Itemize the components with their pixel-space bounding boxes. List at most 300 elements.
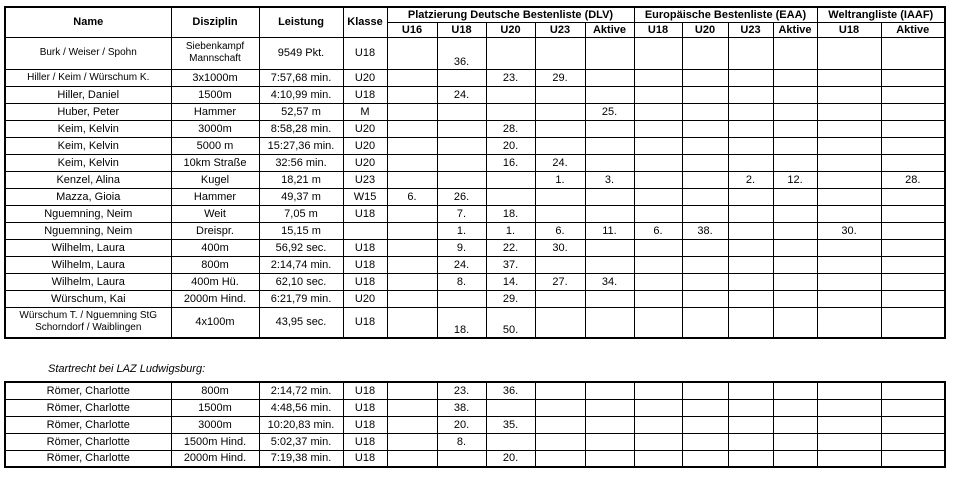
cell-disziplin: 2000m Hind. [171,450,259,467]
table-row [5,399,945,416]
cell-rank-dlv-u23: 30. [535,239,585,256]
cell-rank-dlv-u16 [387,69,437,86]
cell-rank-eaa-u20 [682,416,728,433]
cell-rank-eaa-u20 [682,382,728,399]
cell-rank-dlv-u16 [387,154,437,171]
cell-rank-dlv-u18: 20. [437,416,486,433]
cell-disziplin: 1500m [171,399,259,416]
cell-rank-iaaf-u18 [817,307,881,338]
cell-name: Römer, Charlotte [5,382,171,399]
cell-rank-eaa-u23 [728,86,773,103]
cell-name: Wilhelm, Laura [5,273,171,290]
cell-rank-iaaf-u18 [817,120,881,137]
cell-rank-dlv-u16: 6. [387,188,437,205]
cell-rank-dlv-u20 [486,188,535,205]
col-header-klasse: Klasse [343,7,387,37]
cell-rank-eaa-aktive [773,239,817,256]
cell-rank-iaaf-aktive [881,222,945,239]
cell-rank-dlv-aktive [585,239,634,256]
cell-klasse: U18 [343,273,387,290]
cell-rank-dlv-u16 [387,399,437,416]
cell-rank-eaa-u20 [682,239,728,256]
cell-rank-dlv-u18: 38. [437,399,486,416]
cell-rank-dlv-u18: 9. [437,239,486,256]
cell-klasse [343,222,387,239]
cell-disziplin: 5000 m [171,137,259,154]
cell-rank-iaaf-aktive [881,188,945,205]
cell-rank-dlv-u20 [486,37,535,69]
cell-rank-eaa-u20 [682,307,728,338]
table-row [5,416,945,433]
cell-rank-iaaf-aktive [881,69,945,86]
cell-disziplin: 3x1000m [171,69,259,86]
cell-rank-dlv-u18: 8. [437,273,486,290]
cell-rank-eaa-u23: 2. [728,171,773,188]
cell-disziplin: Hammer [171,188,259,205]
table-row [5,103,945,120]
cell-klasse: U18 [343,256,387,273]
cell-rank-eaa-u18 [634,239,682,256]
cell-rank-eaa-u18 [634,154,682,171]
rankings-table [4,6,946,339]
cell-disziplin: 4x100m [171,307,259,338]
startrecht-body [5,382,945,467]
cell-rank-dlv-u18: 24. [437,256,486,273]
cell-rank-dlv-aktive [585,399,634,416]
cell-rank-eaa-u20 [682,205,728,222]
cell-name: Wilhelm, Laura [5,256,171,273]
cell-rank-dlv-u16 [387,171,437,188]
cell-klasse: U18 [343,37,387,69]
cell-klasse: U18 [343,86,387,103]
cell-rank-dlv-u18: 23. [437,382,486,399]
cell-rank-dlv-u23 [535,120,585,137]
cell-rank-dlv-u18 [437,137,486,154]
cell-rank-dlv-u23 [535,307,585,338]
cell-rank-eaa-aktive [773,222,817,239]
cell-name: Huber, Peter [5,103,171,120]
cell-name: Römer, Charlotte [5,399,171,416]
cell-rank-iaaf-u18 [817,433,881,450]
table-row [5,120,945,137]
col-header-name: Name [5,7,171,37]
cell-rank-eaa-u20 [682,256,728,273]
cell-rank-dlv-u23 [535,86,585,103]
cell-rank-eaa-u23 [728,450,773,467]
cell-rank-eaa-u23 [728,103,773,120]
cell-rank-dlv-u16 [387,205,437,222]
cell-rank-eaa-aktive [773,154,817,171]
cell-rank-eaa-aktive [773,120,817,137]
cell-rank-dlv-u18: 1. [437,222,486,239]
cell-rank-eaa-u23 [728,382,773,399]
table-row [5,188,945,205]
cell-rank-eaa-aktive [773,86,817,103]
cell-rank-eaa-u20 [682,273,728,290]
cell-klasse: M [343,103,387,120]
cell-leistung: 56,92 sec. [259,239,343,256]
cell-rank-dlv-u23 [535,399,585,416]
cell-rank-dlv-u20: 23. [486,69,535,86]
table-row [5,256,945,273]
cell-rank-eaa-u20 [682,433,728,450]
col-header-disziplin: Disziplin [171,7,259,37]
cell-rank-dlv-aktive [585,450,634,467]
cell-rank-iaaf-aktive [881,154,945,171]
cell-rank-dlv-aktive [585,137,634,154]
cell-rank-eaa-aktive [773,273,817,290]
cell-rank-dlv-u18 [437,120,486,137]
cell-rank-eaa-aktive [773,450,817,467]
cell-rank-dlv-u16 [387,273,437,290]
cell-rank-dlv-u20: 16. [486,154,535,171]
table-row [5,433,945,450]
cell-name: Hiller / Keim / Würschum K. [5,69,171,86]
cell-disziplin: 400m Hü. [171,273,259,290]
cell-rank-eaa-u23 [728,290,773,307]
cell-rank-eaa-u18 [634,256,682,273]
cell-klasse: W15 [343,188,387,205]
cell-disziplin: Dreispr. [171,222,259,239]
cell-rank-eaa-u23 [728,433,773,450]
cell-disziplin: 800m [171,382,259,399]
table-row [5,69,945,86]
cell-rank-dlv-u23 [535,256,585,273]
cell-rank-eaa-u20 [682,37,728,69]
col-header-dlv-u16: U16 [387,22,437,37]
cell-name: Wilhelm, Laura [5,239,171,256]
col-header-dlv-u18: U18 [437,22,486,37]
cell-klasse: U18 [343,239,387,256]
cell-rank-eaa-u20 [682,120,728,137]
cell-disziplin: Siebenkampf Mannschaft [171,37,259,69]
cell-rank-iaaf-aktive: 28. [881,171,945,188]
cell-rank-eaa-u23 [728,37,773,69]
cell-rank-eaa-u20 [682,399,728,416]
cell-rank-iaaf-aktive [881,103,945,120]
cell-rank-dlv-u16 [387,120,437,137]
group-header-iaaf: Weltrangliste (IAAF) [817,7,945,22]
table-row [5,86,945,103]
cell-rank-dlv-u23: 27. [535,273,585,290]
table-row [5,171,945,188]
cell-name: Würschum T. / Nguemning StG Schorndorf / Waiblingen [5,307,171,338]
cell-klasse: U18 [343,399,387,416]
cell-leistung: 2:14,74 min. [259,256,343,273]
cell-rank-eaa-u23 [728,416,773,433]
cell-rank-iaaf-u18 [817,450,881,467]
cell-rank-iaaf-u18 [817,256,881,273]
cell-name: Mazza, Gioia [5,188,171,205]
cell-rank-dlv-u18 [437,103,486,120]
cell-name: Nguemning, Neim [5,205,171,222]
cell-rank-dlv-u16 [387,103,437,120]
cell-rank-iaaf-aktive [881,86,945,103]
cell-rank-dlv-aktive [585,86,634,103]
cell-rank-iaaf-aktive [881,433,945,450]
cell-rank-dlv-u18 [437,290,486,307]
cell-disziplin: 3000m [171,416,259,433]
cell-rank-eaa-u20: 38. [682,222,728,239]
col-header-dlv-u20: U20 [486,22,535,37]
cell-rank-eaa-u20 [682,137,728,154]
cell-rank-iaaf-aktive [881,137,945,154]
cell-rank-iaaf-u18 [817,69,881,86]
cell-rank-dlv-u20: 35. [486,416,535,433]
cell-rank-iaaf-aktive [881,382,945,399]
cell-rank-dlv-u20: 1. [486,222,535,239]
cell-rank-eaa-u20 [682,103,728,120]
cell-rank-eaa-aktive [773,103,817,120]
cell-rank-dlv-u20 [486,86,535,103]
cell-leistung: 32:56 min. [259,154,343,171]
cell-rank-dlv-aktive [585,154,634,171]
cell-rank-dlv-u20 [486,399,535,416]
cell-rank-eaa-u18 [634,69,682,86]
cell-rank-iaaf-aktive [881,239,945,256]
cell-rank-iaaf-aktive [881,307,945,338]
cell-rank-dlv-u23 [535,450,585,467]
cell-rank-eaa-u20 [682,86,728,103]
cell-rank-eaa-u23 [728,154,773,171]
cell-rank-dlv-u16 [387,450,437,467]
cell-rank-eaa-u23 [728,273,773,290]
cell-disziplin: 1500m Hind. [171,433,259,450]
col-header-eaa-aktive: Aktive [773,22,817,37]
cell-rank-eaa-u18 [634,120,682,137]
cell-rank-iaaf-u18 [817,273,881,290]
cell-rank-iaaf-u18 [817,188,881,205]
cell-name: Burk / Weiser / Spohn [5,37,171,69]
table-row [5,137,945,154]
cell-rank-dlv-aktive: 25. [585,103,634,120]
cell-rank-eaa-aktive [773,399,817,416]
cell-klasse: U20 [343,120,387,137]
cell-name: Würschum, Kai [5,290,171,307]
cell-leistung: 43,95 sec. [259,307,343,338]
cell-name: Keim, Kelvin [5,120,171,137]
cell-rank-dlv-aktive [585,382,634,399]
cell-rank-dlv-aktive [585,416,634,433]
table-row [5,273,945,290]
cell-leistung: 15:27,36 min. [259,137,343,154]
col-header-dlv-u23: U23 [535,22,585,37]
cell-rank-dlv-u23 [535,37,585,69]
cell-name: Römer, Charlotte [5,416,171,433]
cell-rank-iaaf-u18 [817,290,881,307]
group-header-eaa: Europäische Bestenliste (EAA) [634,7,817,22]
cell-rank-eaa-aktive [773,188,817,205]
cell-rank-eaa-u18 [634,433,682,450]
cell-rank-eaa-aktive [773,382,817,399]
cell-rank-dlv-u20: 36. [486,382,535,399]
cell-rank-iaaf-u18 [817,416,881,433]
cell-rank-dlv-u23: 1. [535,171,585,188]
cell-leistung: 52,57 m [259,103,343,120]
cell-klasse: U18 [343,205,387,222]
cell-rank-iaaf-u18 [817,239,881,256]
cell-rank-dlv-u23 [535,103,585,120]
cell-disziplin: 800m [171,256,259,273]
cell-rank-eaa-u18 [634,37,682,69]
cell-leistung: 7:19,38 min. [259,450,343,467]
cell-name: Römer, Charlotte [5,433,171,450]
cell-rank-eaa-u23 [728,399,773,416]
cell-klasse: U20 [343,137,387,154]
col-header-iaaf-u18: U18 [817,22,881,37]
cell-rank-dlv-u20 [486,433,535,450]
cell-rank-eaa-u18 [634,307,682,338]
cell-rank-iaaf-u18 [817,37,881,69]
cell-rank-iaaf-aktive [881,120,945,137]
cell-rank-dlv-u18: 18. [437,307,486,338]
cell-rank-iaaf-aktive [881,256,945,273]
cell-rank-iaaf-u18 [817,86,881,103]
cell-rank-eaa-u18 [634,416,682,433]
rankings-body [5,37,945,338]
cell-rank-eaa-u18 [634,103,682,120]
cell-rank-iaaf-u18: 30. [817,222,881,239]
cell-name: Keim, Kelvin [5,154,171,171]
cell-rank-eaa-u20 [682,290,728,307]
cell-rank-dlv-aktive [585,120,634,137]
cell-rank-dlv-u16 [387,382,437,399]
table-row [5,37,945,69]
startrecht-note: Startrecht bei LAZ Ludwigsburg: [48,363,206,375]
cell-rank-dlv-u16 [387,307,437,338]
cell-klasse: U18 [343,382,387,399]
cell-disziplin: Weit [171,205,259,222]
cell-rank-dlv-aktive [585,290,634,307]
cell-rank-eaa-u20 [682,171,728,188]
cell-rank-eaa-u23 [728,222,773,239]
cell-rank-dlv-u23: 24. [535,154,585,171]
cell-rank-eaa-u23 [728,188,773,205]
cell-disziplin: Kugel [171,171,259,188]
table-row [5,307,945,338]
cell-rank-eaa-u18: 6. [634,222,682,239]
cell-rank-eaa-u18 [634,399,682,416]
cell-leistung: 9549 Pkt. [259,37,343,69]
cell-rank-eaa-u23 [728,205,773,222]
cell-rank-dlv-u20: 37. [486,256,535,273]
cell-disziplin: 1500m [171,86,259,103]
cell-rank-eaa-aktive [773,69,817,86]
cell-leistung: 62,10 sec. [259,273,343,290]
cell-rank-eaa-u18 [634,273,682,290]
cell-leistung: 5:02,37 min. [259,433,343,450]
cell-rank-dlv-u18: 24. [437,86,486,103]
cell-rank-dlv-u16 [387,290,437,307]
cell-rank-eaa-aktive [773,433,817,450]
cell-rank-dlv-u20: 14. [486,273,535,290]
cell-disziplin: 400m [171,239,259,256]
cell-rank-dlv-u23 [535,137,585,154]
cell-rank-dlv-u20: 22. [486,239,535,256]
cell-klasse: U18 [343,307,387,338]
cell-klasse: U18 [343,433,387,450]
cell-klasse: U20 [343,69,387,86]
cell-rank-dlv-u18 [437,69,486,86]
col-header-iaaf-aktive: Aktive [881,22,945,37]
cell-rank-eaa-u18 [634,450,682,467]
cell-disziplin: Hammer [171,103,259,120]
cell-rank-eaa-u18 [634,137,682,154]
cell-rank-dlv-aktive [585,433,634,450]
cell-leistung: 15,15 m [259,222,343,239]
cell-rank-eaa-u20 [682,69,728,86]
cell-disziplin: 3000m [171,120,259,137]
cell-rank-dlv-u20: 28. [486,120,535,137]
cell-rank-dlv-u18: 7. [437,205,486,222]
cell-name: Hiller, Daniel [5,86,171,103]
table-row [5,205,945,222]
cell-leistung: 49,37 m [259,188,343,205]
cell-rank-dlv-u16 [387,239,437,256]
cell-rank-dlv-u16 [387,222,437,239]
cell-disziplin: 2000m Hind. [171,290,259,307]
cell-leistung: 7:57,68 min. [259,69,343,86]
cell-rank-dlv-u20: 18. [486,205,535,222]
cell-rank-dlv-aktive [585,256,634,273]
cell-rank-dlv-u23 [535,290,585,307]
cell-name: Kenzel, Alina [5,171,171,188]
cell-rank-eaa-u23 [728,120,773,137]
cell-leistung: 7,05 m [259,205,343,222]
cell-leistung: 8:58,28 min. [259,120,343,137]
cell-rank-dlv-u20 [486,103,535,120]
cell-rank-eaa-u23 [728,239,773,256]
cell-rank-eaa-aktive: 12. [773,171,817,188]
cell-klasse: U18 [343,416,387,433]
cell-rank-dlv-aktive: 3. [585,171,634,188]
cell-disziplin: 10km Straße [171,154,259,171]
cell-rank-dlv-u20 [486,171,535,188]
cell-rank-dlv-aktive [585,37,634,69]
cell-rank-iaaf-aktive [881,399,945,416]
cell-rank-dlv-u23 [535,205,585,222]
cell-rank-dlv-u16 [387,256,437,273]
table-row [5,290,945,307]
cell-rank-dlv-u23: 29. [535,69,585,86]
cell-rank-dlv-u18 [437,171,486,188]
cell-rank-dlv-u23 [535,433,585,450]
cell-rank-iaaf-aktive [881,450,945,467]
cell-name: Nguemning, Neim [5,222,171,239]
col-header-eaa-u18: U18 [634,22,682,37]
cell-leistung: 4:48,56 min. [259,399,343,416]
cell-rank-eaa-u23 [728,137,773,154]
cell-rank-iaaf-u18 [817,103,881,120]
col-header-eaa-u23: U23 [728,22,773,37]
cell-rank-iaaf-u18 [817,137,881,154]
cell-rank-dlv-aktive [585,188,634,205]
cell-rank-iaaf-aktive [881,416,945,433]
cell-leistung: 10:20,83 min. [259,416,343,433]
cell-rank-dlv-u18: 26. [437,188,486,205]
cell-rank-eaa-aktive [773,416,817,433]
cell-rank-iaaf-aktive [881,37,945,69]
cell-rank-eaa-u18 [634,290,682,307]
cell-rank-dlv-u20: 20. [486,450,535,467]
cell-rank-eaa-u23 [728,69,773,86]
table-row [5,382,945,399]
group-header-dlv: Platzierung Deutsche Bestenliste (DLV) [387,7,634,22]
col-header-dlv-aktive: Aktive [585,22,634,37]
cell-rank-eaa-u23 [728,256,773,273]
table-row [5,154,945,171]
cell-rank-eaa-u18 [634,171,682,188]
